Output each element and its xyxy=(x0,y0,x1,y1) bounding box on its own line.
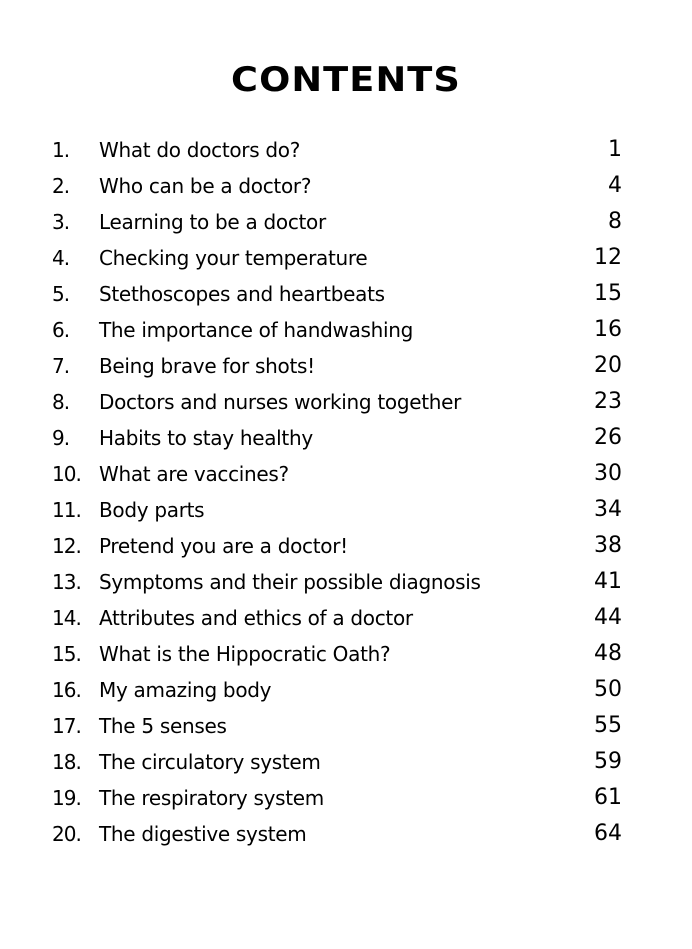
entry-title: My amazing body xyxy=(99,678,272,702)
entry-number: 18. xyxy=(52,750,81,774)
toc-entry[interactable] xyxy=(0,312,692,348)
page-title: CONTENTS xyxy=(231,60,461,100)
entry-title: Attributes and ethics of a doctor xyxy=(99,606,413,630)
toc-entry[interactable] xyxy=(0,132,692,168)
entry-page-number: 4 xyxy=(608,173,622,198)
toc-entry[interactable] xyxy=(0,636,692,672)
entry-title: Being brave for shots! xyxy=(99,354,315,378)
entry-number: 4. xyxy=(52,246,70,270)
toc-entry[interactable] xyxy=(0,672,692,708)
entry-number: 14. xyxy=(52,606,81,630)
entry-title: Checking your temperature xyxy=(99,246,368,270)
entry-page-number: 20 xyxy=(594,353,622,378)
entry-number: 3. xyxy=(52,210,70,234)
entry-title: Habits to stay healthy xyxy=(99,426,313,450)
entry-number: 5. xyxy=(52,282,70,306)
entry-page-number: 59 xyxy=(594,749,622,774)
entry-number: 17. xyxy=(52,714,81,738)
entry-title: The 5 senses xyxy=(99,714,227,738)
entry-number: 1. xyxy=(52,138,70,162)
toc-entry[interactable] xyxy=(0,168,692,204)
entry-page-number: 55 xyxy=(594,713,622,738)
entry-number: 9. xyxy=(52,426,70,450)
entry-number: 20. xyxy=(52,822,81,846)
entry-page-number: 8 xyxy=(608,209,622,234)
entry-number: 12. xyxy=(52,534,81,558)
entry-title: Learning to be a doctor xyxy=(99,210,326,234)
entry-title: The respiratory system xyxy=(99,786,324,810)
toc-entry[interactable] xyxy=(0,816,692,852)
entry-title: Who can be a doctor? xyxy=(99,174,312,198)
toc-entry[interactable] xyxy=(0,204,692,240)
entry-number: 8. xyxy=(52,390,70,414)
entry-title: The circulatory system xyxy=(99,750,321,774)
toc-entry[interactable] xyxy=(0,492,692,528)
toc-entry[interactable] xyxy=(0,564,692,600)
entry-number: 15. xyxy=(52,642,81,666)
entry-number: 6. xyxy=(52,318,70,342)
entry-number: 13. xyxy=(52,570,81,594)
toc-entry[interactable] xyxy=(0,240,692,276)
entry-title: Pretend you are a doctor! xyxy=(99,534,348,558)
entry-page-number: 61 xyxy=(594,785,622,810)
toc-entry[interactable] xyxy=(0,528,692,564)
entry-number: 10. xyxy=(52,462,81,486)
entry-page-number: 50 xyxy=(594,677,622,702)
entry-title: Stethoscopes and heartbeats xyxy=(99,282,385,306)
toc-entry[interactable] xyxy=(0,456,692,492)
entry-page-number: 15 xyxy=(594,281,622,306)
entry-title: The importance of handwashing xyxy=(99,318,414,342)
toc-entry[interactable] xyxy=(0,744,692,780)
entry-title: Body parts xyxy=(99,498,205,522)
entry-number: 16. xyxy=(52,678,81,702)
toc-entry[interactable] xyxy=(0,780,692,816)
toc-entry[interactable] xyxy=(0,276,692,312)
entry-number: 19. xyxy=(52,786,81,810)
toc-entry[interactable] xyxy=(0,708,692,744)
entry-number: 11. xyxy=(52,498,81,522)
entry-title: What is the Hippocratic Oath? xyxy=(99,642,391,666)
entry-page-number: 30 xyxy=(594,461,622,486)
entry-page-number: 48 xyxy=(594,641,622,666)
entry-title: What do doctors do? xyxy=(99,138,301,162)
entry-page-number: 23 xyxy=(594,389,622,414)
toc-entry[interactable] xyxy=(0,384,692,420)
entry-number: 7. xyxy=(52,354,70,378)
table-of-contents xyxy=(0,132,692,852)
entry-page-number: 26 xyxy=(594,425,622,450)
toc-entry[interactable] xyxy=(0,420,692,456)
entry-title: Symptoms and their possible diagnosis xyxy=(99,570,481,594)
entry-title: The digestive system xyxy=(99,822,307,846)
entry-page-number: 38 xyxy=(594,533,622,558)
toc-entry[interactable] xyxy=(0,600,692,636)
entry-page-number: 64 xyxy=(594,821,622,846)
entry-page-number: 41 xyxy=(594,569,622,594)
toc-entry[interactable] xyxy=(0,348,692,384)
entry-page-number: 12 xyxy=(594,245,622,270)
entry-page-number: 16 xyxy=(594,317,622,342)
entry-page-number: 34 xyxy=(594,497,622,522)
entry-title: Doctors and nurses working together xyxy=(99,390,462,414)
entry-page-number: 1 xyxy=(608,137,622,162)
entry-title: What are vaccines? xyxy=(99,462,289,486)
entry-number: 2. xyxy=(52,174,70,198)
entry-page-number: 44 xyxy=(594,605,622,630)
